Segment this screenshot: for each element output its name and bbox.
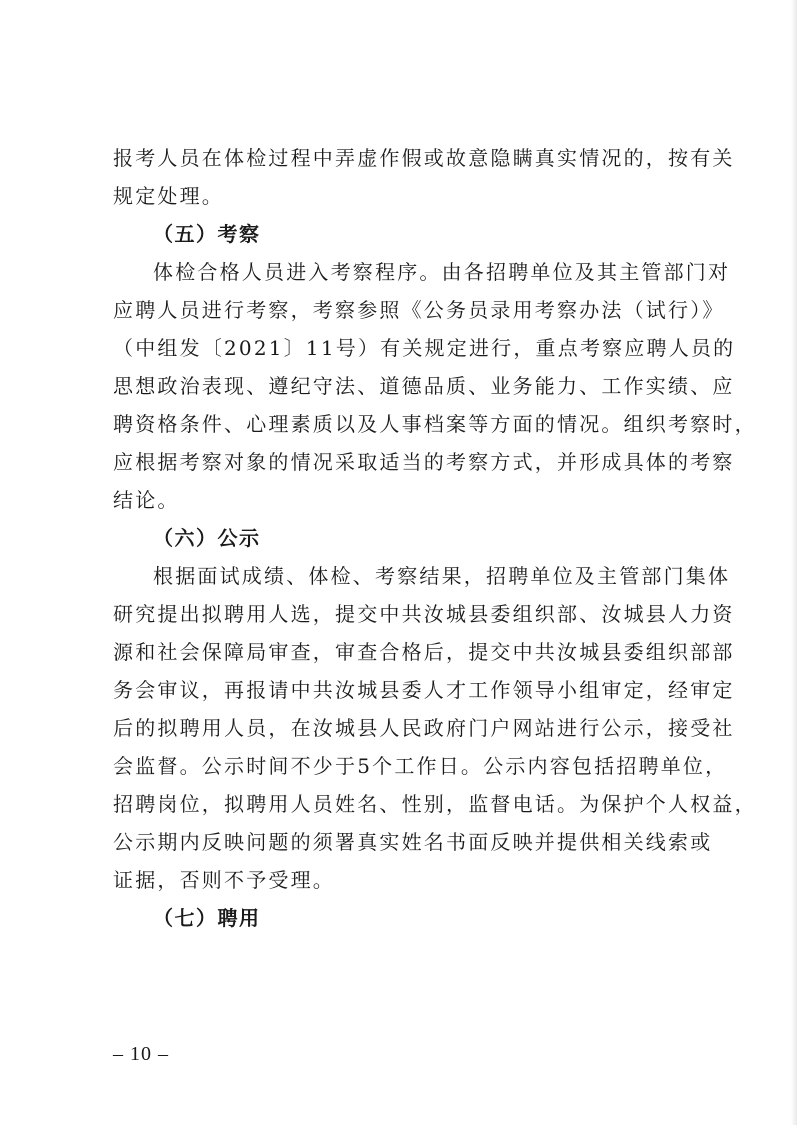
body-text-line: 结论。 (113, 488, 180, 512)
body-text-line: 会监督。公示时间不少于5个工作日。公示内容包括招聘单位， (113, 754, 728, 778)
section-heading-inspection: （五）考察 (153, 222, 261, 246)
body-text-line: 研究提出拟聘用人选，提交中共汝城县委组织部、汝城县人力资 (113, 602, 735, 626)
body-text-line: 应根据考察对象的情况采取适当的考察方式，并形成具体的考察 (113, 450, 735, 474)
section-heading-publicity: （六）公示 (153, 526, 261, 550)
body-text-line: 证据，否则不予受理。 (113, 868, 335, 892)
body-text-line: 聘资格条件、心理素质以及人事档案等方面的情况。组织考察时， (113, 412, 757, 436)
body-text-line: 根据面试成绩、体检、考察结果，招聘单位及主管部门集体 (153, 564, 731, 588)
body-text-line: （中组发〔2021〕11号）有关规定进行，重点考察应聘人员的 (113, 336, 736, 360)
scan-edge-shadow (791, 0, 797, 1125)
body-text-line: 务会审议，再报请中共汝城县委人才工作领导小组审定，经审定 (113, 678, 735, 702)
body-text-line: 规定处理。 (113, 184, 224, 208)
body-text-line: 体检合格人员进入考察程序。由各招聘单位及其主管部门对 (153, 260, 731, 284)
body-text-line: 报考人员在体检过程中弄虚作假或故意隐瞒真实情况的，按有关 (113, 146, 735, 170)
page-number: – 10 – (113, 1043, 169, 1065)
body-text-line: 公示期内反映问题的须署真实姓名书面反映并提供相关线索或 (113, 830, 713, 854)
body-text-line: 思想政治表现、遵纪守法、道德品质、业务能力、工作实绩、应 (113, 374, 735, 398)
body-text-line: 招聘岗位，拟聘用人员姓名、性别，监督电话。为保护个人权益， (113, 792, 757, 816)
section-heading-employment: （七）聘用 (153, 906, 261, 930)
body-text-line: 后的拟聘用人员，在汝城县人民政府门户网站进行公示，接受社 (113, 716, 735, 740)
body-text-line: 源和社会保障局审查，审查合格后，提交中共汝城县委组织部部 (113, 640, 735, 664)
body-text-line: 应聘人员进行考察，考察参照《公务员录用考察办法（试行）》 (113, 298, 725, 322)
